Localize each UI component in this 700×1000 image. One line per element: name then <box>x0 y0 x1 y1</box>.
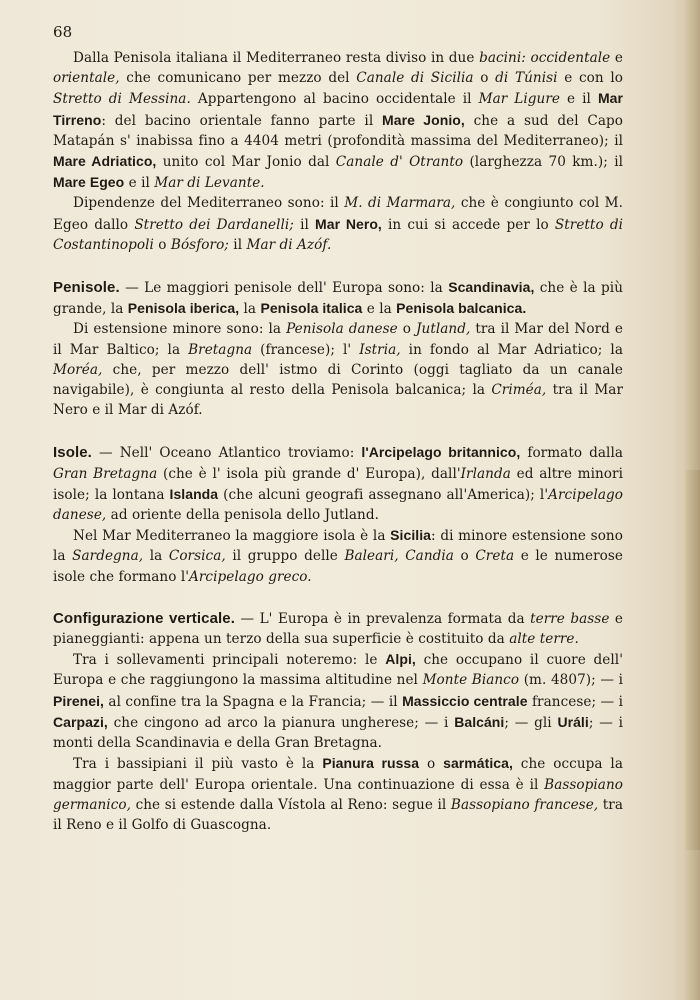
section-penisole: Penisole. — Le maggiori penisole dell' Europa sono: la Scandinavia, che è la più grande, la Penisola iberica, la Penisola italica e la Penisola balcanica. <box>53 279 623 318</box>
paragraph-minor-peninsulas: Di estensione minore sono: la Penisola danese o Jutland, tra il Mar del Nord e il Mar Baltico; la Bretagna (francese); l' Istria, in fondo al Mar Adriatico; la Moréa, che, per mezzo dell' istmo di Corinto (oggi tagliato da un canale navigabile), è congiunta al resto della Penisola balcanica; la Criméa, tra il Mar Nero e il Mar di Azóf. <box>53 321 624 419</box>
paragraph-mediterranean-dependencies: Dipendenze del Mediterraneo sono: il M. di Marmara, che è congiunto col M. Egeo dallo Stretto dei Dardanelli; il Mar Nero, in cui si accede per lo Stretto di Costantinopoli o Bósforo; il Mar di Azóf. <box>53 195 623 253</box>
heading-penisole: Penisole. <box>53 279 120 297</box>
paragraph-lowlands: Tra i bassipiani il più vasto è la Pianura russa o sarmática, che occupa la maggior parte dell' Europa orientale. Una continuazione di essa è il Bassopiano germanico, che si estende dalla Vístola al Reno: segue il Bassopiano francese, tra il Reno e il Golfo di Guascogna. <box>53 755 623 833</box>
page-number: 68 <box>53 23 73 41</box>
heading-isole: Isole. <box>53 444 92 462</box>
paragraph-mediterranean-basins: Dalla Penisola italiana il Mediterraneo resta diviso in due bacini: occidentale e orientale, che comunicano per mezzo del Canale di Sicilia o di Túnisi e con lo Stretto di Messina. Appartengono al bacino occidentale il Mar Ligure e il Mar Tirreno: del bacino orientale fanno parte il Mare Jonio, che a sud del Capo Matapán s' inabissa fino a 4404 metri (profondità massima del Mediterraneo); il Mare Adriatico, unito col Mar Jonio dal Canale d' Otranto (larghezza 70 km.); il Mare Egeo e il Mar di Levante. <box>53 50 624 192</box>
paragraph-mountains: Tra i sollevamenti principali noteremo: le Alpi, che occupano il cuore dell' Europa e che raggiungono la massima altitudine nel Monte Bianco (m. 4807); — i Pirenei, al confine tra la Spagna e la Francia; — il Massiccio centrale francese; — i Carpazi, che cingono ad arco la pianura ungherese; — i Balcáni; — gli Uráli; — i monti della Scandinavia e della Gran Bretagna. <box>53 651 624 752</box>
page-content <box>53 22 623 835</box>
section-isole: Isole. — Nell' Oceano Atlantico troviamo: l'Arcipelago britannico, formato dalla Gran Bretagna (che è l' isola più grande d' Europa), dall'Irlanda ed altre minori isole; la lontana Islanda (che alcuni geografi assegnano all'America); l'Arcipelago danese, ad oriente della penisola dello Jutland. <box>53 444 623 524</box>
heading-configurazione-verticale: Configurazione verticale. <box>53 609 235 627</box>
paragraph-mediterranean-islands: Nel Mar Mediterraneo la maggiore isola è la Sicilia: di minore estensione sono la Sardegna, la Corsica, il gruppo delle Baleari, Candia o Creta e le numerose isole che formano l'Arcipelago greco. <box>53 527 623 585</box>
section-configurazione: Configurazione verticale. — L' Europa è in prevalenza formata da terre basse e pianeggianti: appena un terzo della sua superficie è costituito da alte terre. <box>53 609 624 648</box>
page-edge-wear <box>686 470 700 850</box>
